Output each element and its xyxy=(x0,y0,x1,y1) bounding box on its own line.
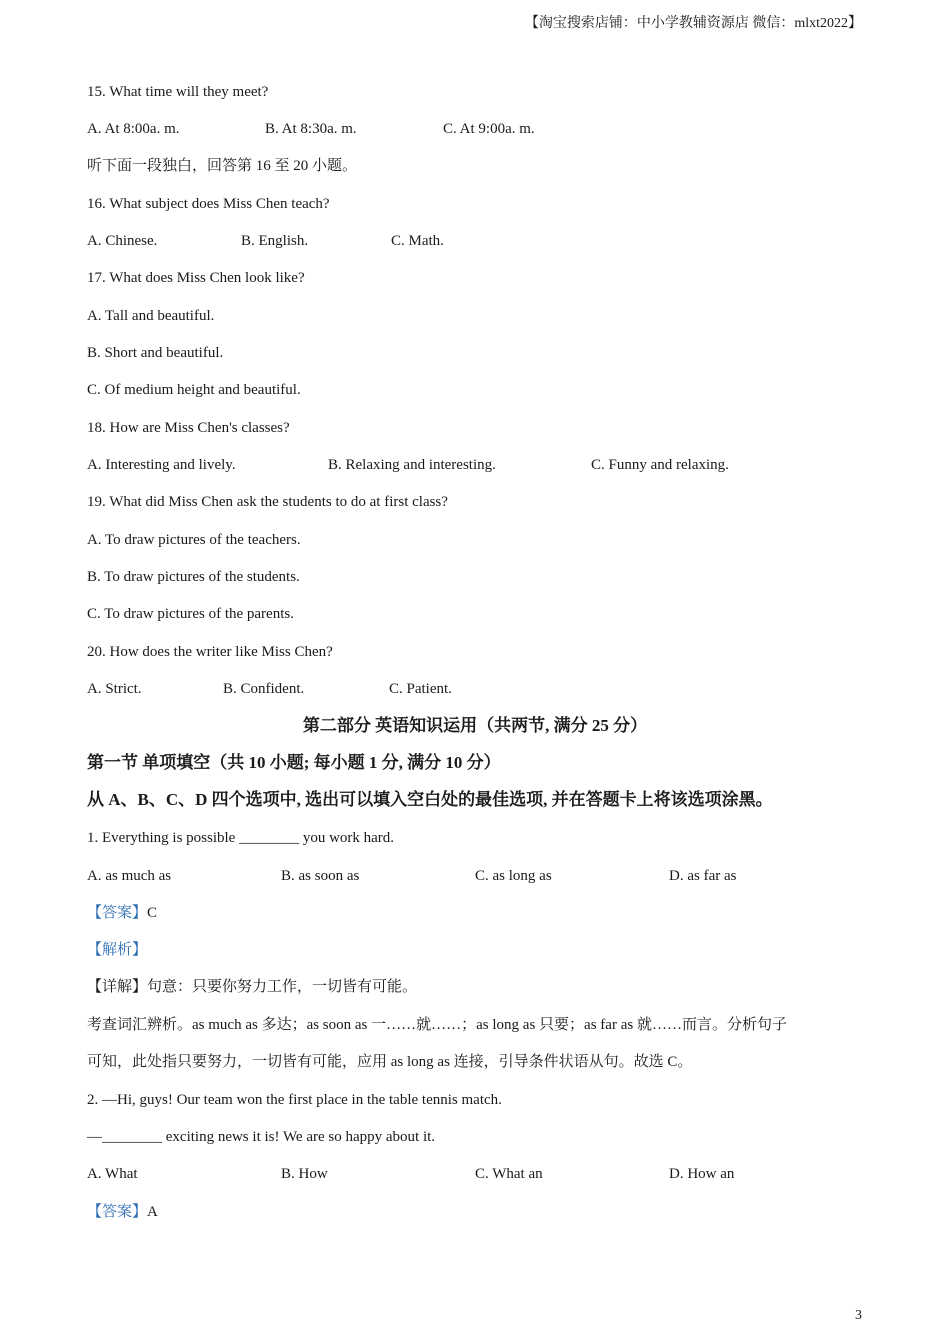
question-18: 18. How are Miss Chen's classes? xyxy=(87,420,290,436)
question-20: 20. How does the writer like Miss Chen? xyxy=(87,644,333,660)
option-c: C. Math. xyxy=(391,233,444,249)
answer-line xyxy=(87,1202,158,1222)
answer-value: A xyxy=(147,1204,158,1220)
option-d: D. How an xyxy=(669,1166,735,1182)
question-16: 16. What subject does Miss Chen teach? xyxy=(87,196,330,212)
explanation-line-1: 考查词汇辨析。as much as 多达；as soon as 一……就……；as long as 只要；as far as 就……而言。分析句子 xyxy=(87,1017,787,1033)
question-2-line-2: —________ exciting news it is! We are so happy about it. xyxy=(87,1129,436,1145)
listening-instruction: 听下面一段独白，回答第 16 至 20 小题。 xyxy=(87,158,358,174)
option-b: B. To draw pictures of the students. xyxy=(87,569,300,585)
question-2-line-1: 2. —Hi, guys! Our team won the first place in the table tennis match. xyxy=(87,1092,502,1108)
page-header: 【淘宝搜索店铺：中小学教辅资源店 微信：mlxt2022】 xyxy=(524,16,862,31)
option-a: A. To draw pictures of the teachers. xyxy=(87,532,301,548)
option-c: C. as long as xyxy=(475,868,552,884)
question-19: 19. What did Miss Chen ask the students to do at first class? xyxy=(87,494,448,510)
option-a: A. Strict. xyxy=(87,681,142,697)
option-b: B. How xyxy=(281,1166,328,1182)
detail-tag: 【详解】 xyxy=(87,979,148,995)
option-c: C. Funny and relaxing. xyxy=(591,457,729,473)
part-title: 第二部分 英语知识运用（共两节, 满分 25 分） xyxy=(302,716,648,735)
option-c: C. Patient. xyxy=(389,681,452,697)
page-number: 3 xyxy=(855,1308,862,1323)
option-a: A. as much as xyxy=(87,868,172,884)
answer-value: C xyxy=(147,905,158,921)
section-instruction: 从 A、B、C、D 四个选项中, 选出可以填入空白处的最佳选项, 并在答题卡上将该选项涂黑。 xyxy=(87,790,773,809)
option-a: A. Chinese. xyxy=(87,233,158,249)
answer-tag: 【答案】 xyxy=(87,1204,148,1220)
explanation-line-2: 可知，此处指只要努力，一切皆有可能，应用 as long as 连接，引导条件状语从句。故选 C。 xyxy=(87,1054,693,1070)
option-b: B. Confident. xyxy=(223,681,305,697)
option-a: A. Tall and beautiful. xyxy=(87,308,215,324)
answer-tag: 【答案】 xyxy=(87,905,148,921)
analysis-line xyxy=(87,940,147,960)
option-a: A. What xyxy=(87,1166,138,1182)
question-17: 17. What does Miss Chen look like? xyxy=(87,270,305,286)
answer-line xyxy=(87,903,157,923)
question-1: 1. Everything is possible ________ you work hard. xyxy=(87,830,395,846)
analysis-tag: 【解析】 xyxy=(87,942,148,958)
section-title: 第一节 单项填空（共 10 小题; 每小题 1 分, 满分 10 分） xyxy=(87,753,501,772)
option-b: B. Short and beautiful. xyxy=(87,345,224,361)
detail-text: 句意：只要你努力工作，一切皆有可能。 xyxy=(147,979,418,995)
option-c: C. At 9:00a. m. xyxy=(443,121,535,137)
option-c: C. Of medium height and beautiful. xyxy=(87,382,301,398)
option-a: A. At 8:00a. m. xyxy=(87,121,180,137)
option-c: C. To draw pictures of the parents. xyxy=(87,606,294,622)
detail-line xyxy=(87,977,417,997)
option-b: B. At 8:30a. m. xyxy=(265,121,357,137)
option-b: B. English. xyxy=(241,233,309,249)
option-c: C. What an xyxy=(475,1166,543,1182)
question-15: 15. What time will they meet? xyxy=(87,84,269,100)
option-a: A. Interesting and lively. xyxy=(87,457,236,473)
option-d: D. as far as xyxy=(669,868,737,884)
option-b: B. as soon as xyxy=(281,868,360,884)
option-b: B. Relaxing and interesting. xyxy=(328,457,496,473)
